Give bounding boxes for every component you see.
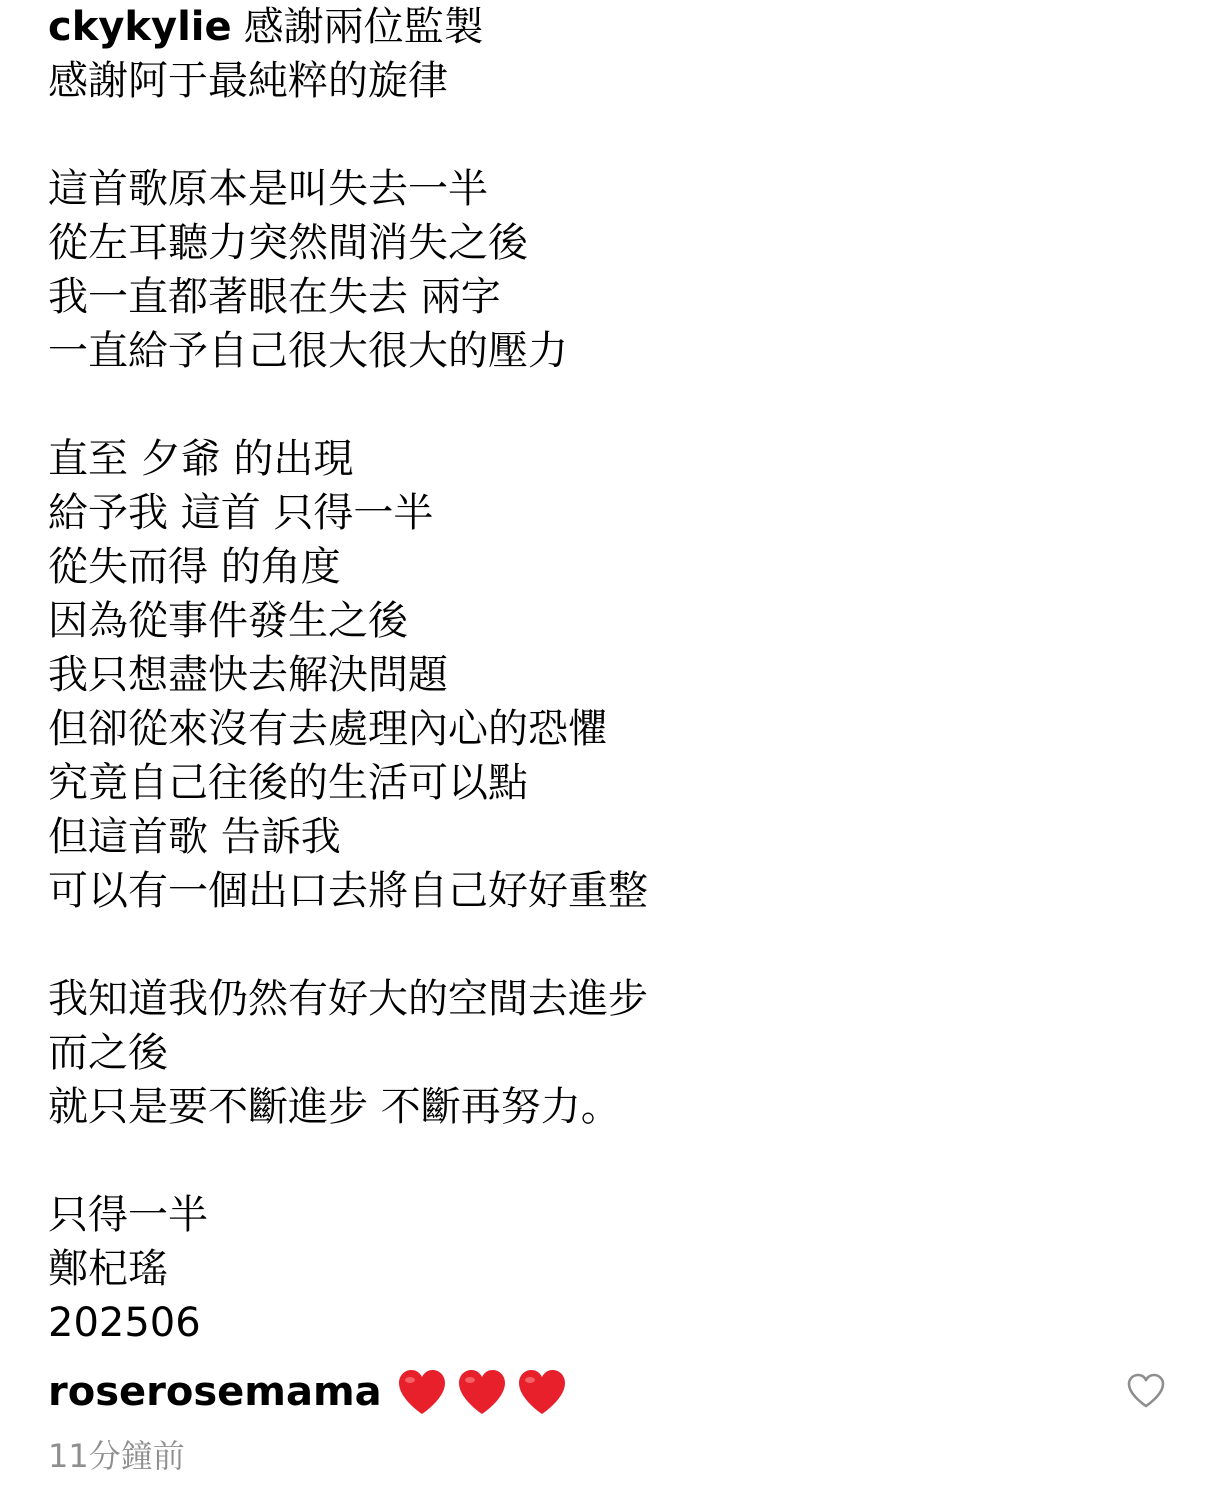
like-comment-heart-icon[interactable]: [1126, 1372, 1166, 1410]
caption-blank-line: [48, 1134, 1108, 1188]
caption-text: 感謝兩位監製: [243, 4, 484, 50]
caption-line: 感謝阿于最純粹的旋律: [48, 58, 448, 104]
caption-line: 可以有一個出口去將自己好好重整: [48, 868, 648, 914]
caption-line: 而之後: [48, 1030, 168, 1076]
caption-line: 從左耳聽力突然間消失之後: [48, 220, 528, 266]
caption-line: 但這首歌 告訴我: [48, 814, 341, 860]
caption-line: 202506: [48, 1300, 201, 1346]
caption-line: 給予我 這首 只得一半: [48, 490, 434, 536]
heart-icon: [396, 1368, 448, 1416]
caption-line: 我只想盡快去解決問題: [48, 652, 448, 698]
heart-icon: [516, 1368, 568, 1416]
heart-icon: [456, 1368, 508, 1416]
caption-line: 我一直都著眼在失去 兩字: [48, 274, 501, 320]
caption-blank-line: [48, 918, 1108, 972]
post-author-username[interactable]: ckykylie: [48, 4, 232, 50]
comment-content: [396, 1368, 576, 1416]
comment-timestamp: 11分鐘前: [48, 1437, 185, 1475]
caption-line: 只得一半: [48, 1192, 208, 1238]
comment-row: [48, 1362, 1158, 1422]
caption-blank-line: [48, 378, 1108, 432]
caption-line: 究竟自己往後的生活可以點: [48, 760, 528, 806]
comment-author-username[interactable]: roserosemama: [48, 1369, 382, 1415]
caption-blank-line: [48, 108, 1108, 162]
post-caption: [48, 0, 1108, 1350]
caption-line: 但卻從來沒有去處理內心的恐懼: [48, 706, 608, 752]
caption-line: 我知道我仍然有好大的空間去進步: [48, 976, 648, 1022]
caption-line: 這首歌原本是叫失去一半: [48, 166, 488, 212]
caption-line: 鄭杞瑤: [48, 1246, 168, 1292]
caption-line: 因為從事件發生之後: [48, 598, 408, 644]
caption-line: 就只是要不斷進步 不斷再努力。: [48, 1084, 621, 1130]
caption-line: 一直給予自己很大很大的壓力: [48, 328, 568, 374]
caption-line: 從失而得 的角度: [48, 544, 341, 590]
caption-line: 直至 夕爺 的出現: [48, 436, 354, 482]
caption-line-first: [48, 0, 1108, 54]
